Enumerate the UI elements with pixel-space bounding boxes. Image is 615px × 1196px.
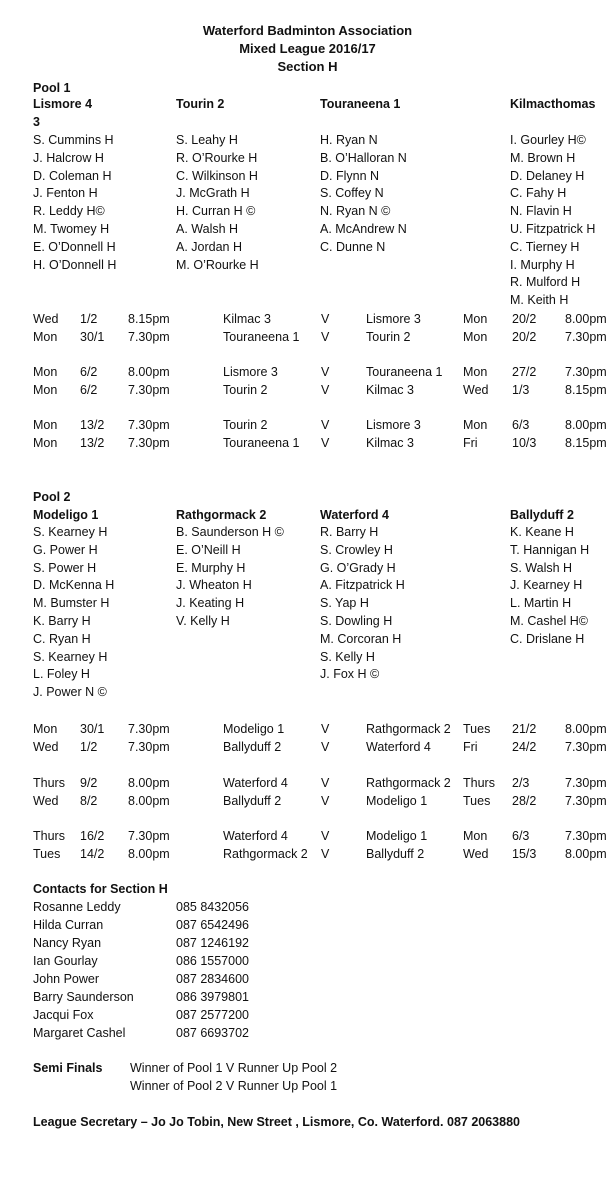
fixture-row xyxy=(33,845,608,863)
fixture-return-time: 8.15pm xyxy=(565,436,607,450)
player-name: S. Kelly H xyxy=(320,649,375,664)
fixture-away: Tourin 2 xyxy=(366,330,411,344)
player-name: C. Drislane H xyxy=(510,631,585,646)
fixture-return-time: 8.00pm xyxy=(565,722,607,736)
fixture-vs: V xyxy=(321,776,330,790)
pool1-team1-name-cont: 3 xyxy=(33,115,40,129)
fixture-row xyxy=(33,774,608,792)
pool2-team3-roster xyxy=(320,524,405,684)
fixture-return-date: 20/2 xyxy=(512,312,537,326)
fixture-row xyxy=(33,720,608,738)
contact-name: Jacqui Fox xyxy=(33,1008,94,1022)
player-name: S. Kearney H xyxy=(33,649,108,664)
player-name: J. McGrath H xyxy=(176,186,250,201)
fixture-return-time: 7.30pm xyxy=(565,776,607,790)
fixture-return-day: Mon xyxy=(463,418,488,432)
fixture-row xyxy=(33,328,608,346)
player-name: M. Brown H xyxy=(510,150,576,165)
pool2-team1-roster xyxy=(33,524,114,702)
fixture-return-time: 8.00pm xyxy=(565,418,607,432)
player-name: A. Jordan H xyxy=(176,239,243,254)
player-name: J. Keating H xyxy=(176,596,245,611)
fixture-date: 30/1 xyxy=(80,722,105,736)
pool1-label: Pool 1 xyxy=(33,81,71,95)
player-name: J. Kearney H xyxy=(510,578,583,593)
doc-section: Section H xyxy=(277,59,338,74)
player-name: I. Gourley H© xyxy=(510,133,586,147)
fixture-day: Mon xyxy=(33,365,58,379)
fixture-day: Mon xyxy=(33,722,58,736)
fixture-date: 9/2 xyxy=(80,776,98,790)
fixture-away: Modeligo 1 xyxy=(366,829,428,843)
player-name: E. Murphy H xyxy=(176,560,246,575)
fixture-vs: V xyxy=(321,418,330,432)
pool1-team4-roster xyxy=(510,132,595,310)
fixture-home: Lismore 3 xyxy=(223,365,278,379)
fixture-day: Mon xyxy=(33,418,58,432)
player-name: D. McKenna H xyxy=(33,578,115,593)
player-name: G. O’Grady H xyxy=(320,560,396,575)
player-name: S. Yap H xyxy=(320,596,369,611)
fixture-return-time: 7.30pm xyxy=(565,330,607,344)
fixture-home: Waterford 4 xyxy=(223,829,288,843)
fixture-away: Touraneena 1 xyxy=(366,365,443,379)
player-name: U. Fitzpatrick H xyxy=(510,221,596,236)
fixture-return-time: 8.00pm xyxy=(565,847,607,861)
fixture-day: Wed xyxy=(33,740,59,754)
contact-row xyxy=(33,934,333,952)
fixture-vs: V xyxy=(321,740,330,754)
fixture-vs: V xyxy=(321,722,330,736)
player-name: B. O’Halloran N xyxy=(320,150,407,165)
player-name: A. McAndrew N xyxy=(320,221,407,236)
player-name: J. Fox H © xyxy=(320,667,380,682)
contact-phone: 087 2834600 xyxy=(176,972,249,986)
player-name: D. Flynn N xyxy=(320,168,380,183)
fixture-return-date: 28/2 xyxy=(512,794,537,808)
fixture-date: 6/2 xyxy=(80,383,98,397)
fixture-time: 7.30pm xyxy=(128,330,170,344)
pool1-team1-name: Lismore 4 xyxy=(33,97,93,111)
fixture-time: 7.30pm xyxy=(128,829,170,843)
fixture-away: Kilmac 3 xyxy=(366,383,414,397)
pool2-team2-roster xyxy=(176,524,284,631)
player-name: T. Hannigan H xyxy=(510,542,590,557)
fixture-return-day: Wed xyxy=(463,847,489,861)
fixture-home: Touraneena 1 xyxy=(223,436,300,450)
fixture-time: 8.00pm xyxy=(128,847,170,861)
fixture-row xyxy=(33,363,608,381)
semi-final-1: Winner of Pool 1 V Runner Up Pool 2 xyxy=(130,1061,338,1075)
fixture-date: 13/2 xyxy=(80,418,105,432)
fixture-return-date: 2/3 xyxy=(512,776,530,790)
fixture-away: Rathgormack 2 xyxy=(366,722,451,736)
contact-phone: 087 1246192 xyxy=(176,936,249,950)
fixture-away: Rathgormack 2 xyxy=(366,776,451,790)
contact-phone: 085 8432056 xyxy=(176,900,249,914)
pool1-team3-roster xyxy=(320,132,407,257)
fixture-day: Wed xyxy=(33,794,59,808)
player-name: C. Wilkinson H xyxy=(176,168,258,183)
fixture-return-date: 27/2 xyxy=(512,365,537,379)
contact-name: Barry Saunderson xyxy=(33,990,134,1004)
fixture-vs: V xyxy=(321,330,330,344)
fixture-home: Waterford 4 xyxy=(223,776,288,790)
player-name: S. Kearney H xyxy=(33,525,108,539)
player-name: D. Coleman H xyxy=(33,168,112,183)
player-name: C. Tierney H xyxy=(510,239,580,254)
fixture-home: Ballyduff 2 xyxy=(223,740,282,754)
player-name: M. Keith H xyxy=(510,293,569,308)
player-name: K. Keane H xyxy=(510,525,574,539)
semi-finals-label: Semi Finals xyxy=(33,1061,103,1075)
fixture-day: Tues xyxy=(33,847,61,861)
fixture-return-time: 8.15pm xyxy=(565,383,607,397)
contact-row xyxy=(33,1024,333,1042)
contact-name: Margaret Cashel xyxy=(33,1026,126,1040)
fixture-home: Modeligo 1 xyxy=(223,722,285,736)
fixture-time: 8.00pm xyxy=(128,776,170,790)
contact-phone: 086 3979801 xyxy=(176,990,249,1004)
contact-phone: 086 1557000 xyxy=(176,954,249,968)
fixture-home: Ballyduff 2 xyxy=(223,794,282,808)
contact-row xyxy=(33,952,333,970)
fixture-vs: V xyxy=(321,383,330,397)
player-name: I. Murphy H xyxy=(510,257,575,272)
fixture-return-date: 20/2 xyxy=(512,330,537,344)
fixture-return-date: 15/3 xyxy=(512,847,537,861)
pool2-team2-name: Rathgormack 2 xyxy=(176,508,267,522)
contacts-title: Contacts for Section H xyxy=(33,882,168,896)
player-name: J. Wheaton H xyxy=(176,578,252,593)
fixture-return-day: Mon xyxy=(463,365,488,379)
contact-name: Hilda Curran xyxy=(33,918,104,932)
player-name: R. Barry H xyxy=(320,525,379,539)
player-name: S. Power H xyxy=(33,560,97,575)
fixture-home: Tourin 2 xyxy=(223,418,268,432)
fixture-return-date: 1/3 xyxy=(512,383,530,397)
fixture-time: 7.30pm xyxy=(128,740,170,754)
pool1-team2-name: Tourin 2 xyxy=(176,97,225,111)
player-name: M. O’Rourke H xyxy=(176,257,259,272)
player-name: B. Saunderson H © xyxy=(176,525,284,539)
fixture-away: Lismore 3 xyxy=(366,312,421,326)
player-name: G. Power H xyxy=(33,542,98,557)
fixture-return-day: Fri xyxy=(463,436,478,450)
fixture-return-time: 8.00pm xyxy=(565,312,607,326)
fixture-row xyxy=(33,434,608,452)
fixture-return-day: Thurs xyxy=(463,776,495,790)
contact-phone: 087 2577200 xyxy=(176,1008,249,1022)
pool2-label: Pool 2 xyxy=(33,490,71,504)
player-name: R. Leddy H© xyxy=(33,204,105,219)
fixture-return-day: Mon xyxy=(463,312,488,326)
player-name: R. Mulford H xyxy=(510,275,581,290)
fixture-away: Modeligo 1 xyxy=(366,794,428,808)
player-name: C. Dunne N xyxy=(320,239,386,254)
pool1-team3-name: Touraneena 1 xyxy=(320,97,401,111)
player-name: A. Fitzpatrick H xyxy=(320,578,405,593)
fixture-date: 8/2 xyxy=(80,794,98,808)
player-name: E. O’Donnell H xyxy=(33,239,116,254)
player-name: L. Foley H xyxy=(33,667,90,682)
player-name: M. Corcoran H xyxy=(320,631,402,646)
player-name: R. O’Rourke H xyxy=(176,150,258,165)
player-name: N. Ryan N © xyxy=(320,204,391,219)
contact-row xyxy=(33,970,333,988)
fixture-return-time: 7.30pm xyxy=(565,829,607,843)
fixture-vs: V xyxy=(321,847,330,861)
player-name: K. Barry H xyxy=(33,613,91,628)
league-secretary: League Secretary – Jo Jo Tobin, New Street , Lismore, Co. Waterford. 087 2063880 xyxy=(33,1115,520,1129)
fixture-day: Mon xyxy=(33,383,58,397)
fixture-day: Mon xyxy=(33,436,58,450)
contact-phone: 087 6693702 xyxy=(176,1026,249,1040)
fixture-vs: V xyxy=(321,312,330,326)
contact-row xyxy=(33,1006,333,1024)
contact-row xyxy=(33,898,333,916)
fixture-day: Thurs xyxy=(33,776,65,790)
contact-name: John Power xyxy=(33,972,100,986)
player-name: C. Fahy H xyxy=(510,186,567,201)
player-name: H. O’Donnell H xyxy=(33,257,117,272)
player-name: S. Dowling H xyxy=(320,613,393,628)
player-name: S. Walsh H xyxy=(510,560,573,575)
fixture-day: Mon xyxy=(33,330,58,344)
fixture-return-date: 24/2 xyxy=(512,740,537,754)
fixture-day: Thurs xyxy=(33,829,65,843)
fixture-home: Tourin 2 xyxy=(223,383,268,397)
fixture-time: 7.30pm xyxy=(128,722,170,736)
player-name: M. Twomey H xyxy=(33,221,110,236)
fixture-return-day: Mon xyxy=(463,829,488,843)
player-name: D. Delaney H xyxy=(510,168,585,183)
fixture-return-date: 10/3 xyxy=(512,436,537,450)
fixture-date: 13/2 xyxy=(80,436,105,450)
player-name: J. Halcrow H xyxy=(33,150,104,165)
fixture-return-day: Fri xyxy=(463,740,478,754)
fixture-return-day: Tues xyxy=(463,794,491,808)
fixture-date: 6/2 xyxy=(80,365,98,379)
fixture-away: Waterford 4 xyxy=(366,740,431,754)
contact-row xyxy=(33,988,333,1006)
contact-name: Ian Gourlay xyxy=(33,954,98,968)
player-name: E. O’Neill H xyxy=(176,542,241,557)
fixture-vs: V xyxy=(321,829,330,843)
fixture-return-time: 7.30pm xyxy=(565,365,607,379)
player-name: J. Fenton H xyxy=(33,186,98,201)
fixture-return-day: Wed xyxy=(463,383,489,397)
fixture-date: 1/2 xyxy=(80,740,98,754)
fixture-vs: V xyxy=(321,365,330,379)
fixture-date: 30/1 xyxy=(80,330,105,344)
fixture-time: 7.30pm xyxy=(128,418,170,432)
player-name: J. Power N © xyxy=(33,685,107,700)
fixture-vs: V xyxy=(321,436,330,450)
fixture-row xyxy=(33,381,608,399)
pool2-team4-roster xyxy=(510,524,589,649)
contact-phone: 087 6542496 xyxy=(176,918,249,932)
pool2-team3-name: Waterford 4 xyxy=(320,508,389,522)
fixture-time: 8.00pm xyxy=(128,794,170,808)
fixture-row xyxy=(33,310,608,328)
contacts-list xyxy=(33,898,333,1042)
fixture-return-time: 7.30pm xyxy=(565,794,607,808)
fixture-time: 7.30pm xyxy=(128,436,170,450)
fixture-home: Rathgormack 2 xyxy=(223,847,308,861)
fixture-return-date: 6/3 xyxy=(512,418,530,432)
doc-subtitle: Mixed League 2016/17 xyxy=(239,41,376,56)
fixture-time: 8.15pm xyxy=(128,312,170,326)
player-name: S. Crowley H xyxy=(320,542,393,557)
fixture-away: Ballyduff 2 xyxy=(366,847,425,861)
player-name: L. Martin H xyxy=(510,596,572,611)
fixture-return-day: Tues xyxy=(463,722,491,736)
fixture-return-date: 6/3 xyxy=(512,829,530,843)
fixture-date: 1/2 xyxy=(80,312,98,326)
fixture-away: Kilmac 3 xyxy=(366,436,414,450)
fixture-date: 16/2 xyxy=(80,829,105,843)
fixture-time: 8.00pm xyxy=(128,365,170,379)
pool2-team4-name: Ballyduff 2 xyxy=(510,508,574,522)
player-name: M. Bumster H xyxy=(33,596,110,611)
doc-title: Waterford Badminton Association xyxy=(202,23,413,38)
player-name: M. Cashel H© xyxy=(510,613,588,628)
player-name: C. Ryan H xyxy=(33,631,91,646)
fixture-date: 14/2 xyxy=(80,847,105,861)
fixture-row xyxy=(33,792,608,810)
pool1-team2-roster xyxy=(176,132,259,274)
fixture-day: Wed xyxy=(33,312,59,326)
fixture-time: 7.30pm xyxy=(128,383,170,397)
fixture-home: Touraneena 1 xyxy=(223,330,300,344)
fixture-return-day: Mon xyxy=(463,330,488,344)
fixture-return-date: 21/2 xyxy=(512,722,537,736)
fixture-row xyxy=(33,827,608,845)
pool1-team4-name: Kilmacthomas xyxy=(510,97,596,111)
fixture-vs: V xyxy=(321,794,330,808)
fixture-home: Kilmac 3 xyxy=(223,312,271,326)
player-name: V. Kelly H xyxy=(176,613,230,628)
fixture-return-time: 7.30pm xyxy=(565,740,607,754)
player-name: N. Flavin H xyxy=(510,204,572,219)
fixture-away: Lismore 3 xyxy=(366,418,421,432)
pool2-team1-name: Modeligo 1 xyxy=(33,508,99,522)
player-name: A. Walsh H xyxy=(176,221,239,236)
semi-final-2: Winner of Pool 2 V Runner Up Pool 1 xyxy=(130,1079,338,1093)
contact-row xyxy=(33,916,333,934)
fixture-row xyxy=(33,738,608,756)
contact-name: Nancy Ryan xyxy=(33,936,102,950)
player-name: S. Leahy H xyxy=(176,133,238,147)
fixture-row xyxy=(33,416,608,434)
contact-name: Rosanne Leddy xyxy=(33,900,121,914)
pool1-team1-roster xyxy=(33,132,116,274)
player-name: H. Ryan N xyxy=(320,133,378,147)
player-name: H. Curran H © xyxy=(176,204,256,219)
player-name: S. Coffey N xyxy=(320,186,384,201)
player-name: S. Cummins H xyxy=(33,133,114,147)
